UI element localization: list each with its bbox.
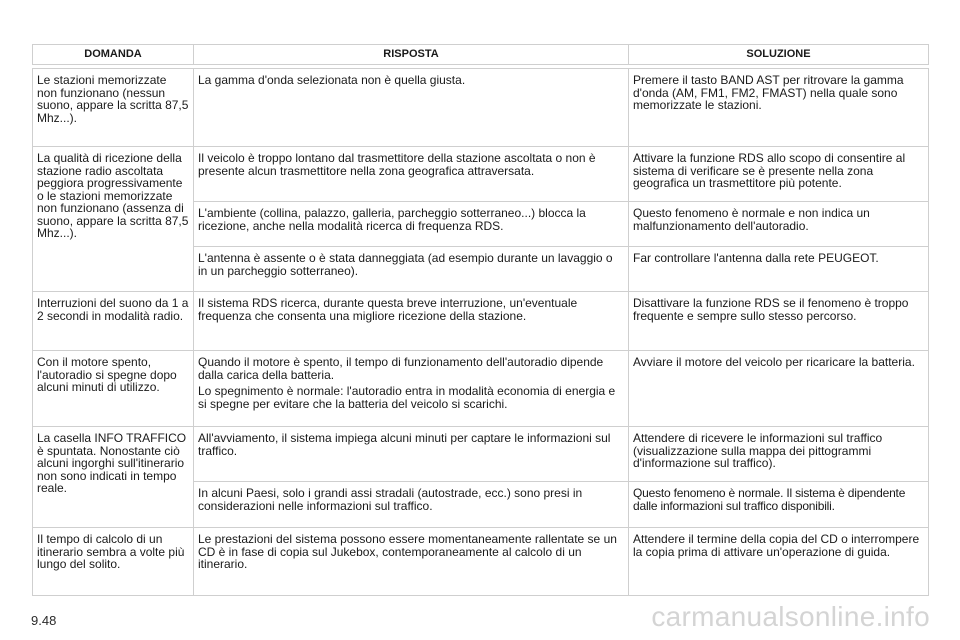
solution-cell: Disattivare la funzione RDS se il fenomeno è troppo frequente e sempre sullo stesso percorso. <box>629 292 929 351</box>
answer-cell: All'avviamento, il sistema impiega alcuni minuti per captare le informazioni sul traffico. <box>194 427 629 482</box>
question-cell: Il tempo di calcolo di un itinerario sembra a volte più lungo del solito. <box>33 528 194 596</box>
table-row <box>33 528 929 596</box>
header-row <box>33 45 929 65</box>
solution-cell: Attendere di ricevere le informazioni sul traffico (visualizzazione sulla mappa dei pittogrammi d'informazione sul traffico). <box>629 427 929 482</box>
header-domanda: DOMANDA <box>33 45 194 65</box>
question-cell: La casella INFO TRAFFICO è spuntata. Nonostante ciò alcuni ingorghi sull'itinerario non sono indicati in tempo reale. <box>33 427 194 528</box>
answer-cell: In alcuni Paesi, solo i grandi assi stradali (autostrade, ecc.) sono presi in considerazioni nelle informazioni sul traffico. <box>194 482 629 528</box>
answer-cell: Le prestazioni del sistema possono essere momentaneamente rallentate se un CD è in fase di copia sul Jukebox, contemporaneamente al calcolo di un itinerario. <box>194 528 629 596</box>
question-cell: Interruzioni del suono da 1 a 2 secondi in modalità radio. <box>33 292 194 351</box>
answer-cell <box>194 351 629 427</box>
table-row <box>33 351 929 427</box>
header-risposta: RISPOSTA <box>194 45 629 65</box>
solution-cell: Avviare il motore del veicolo per ricaricare la batteria. <box>629 351 929 427</box>
table-row <box>33 292 929 351</box>
answer-cell: La gamma d'onda selezionata non è quella giusta. <box>194 69 629 147</box>
solution-cell: Questo fenomeno è normale e non indica un malfunzionamento dell'autoradio. <box>629 202 929 247</box>
answer-paragraph: Quando il motore è spento, il tempo di funzionamento dell'autoradio dipende dalla carica della batteria. <box>198 355 604 382</box>
troubleshooting-table <box>32 44 929 596</box>
watermark: carmanualsonline.info <box>651 601 930 632</box>
solution-cell: Questo fenomeno è normale. Il sistema è dipendente dalle informazioni sul traffico disponibili. <box>629 482 929 528</box>
answer-cell: Il sistema RDS ricerca, durante questa breve interruzione, un'eventuale frequenza che consenta una migliore ricezione della stazione. <box>194 292 629 351</box>
solution-cell: Attendere il termine della copia del CD o interrompere la copia prima di attivare un'operazione di guida. <box>629 528 929 596</box>
solution-cell: Premere il tasto BAND AST per ritrovare la gamma d'onda (AM, FM1, FM2, FMAST) nella quale sono memorizzate le stazioni. <box>629 69 929 147</box>
table-row <box>33 69 929 147</box>
page-number: 9.48 <box>31 613 57 628</box>
question-cell: Con il motore spento, l'autoradio si spegne dopo alcuni minuti di utilizzo. <box>33 351 194 427</box>
header-soluzione: SOLUZIONE <box>629 45 929 65</box>
solution-cell: Far controllare l'antenna dalla rete PEUGEOT. <box>629 247 929 292</box>
solution-cell: Attivare la funzione RDS allo scopo di consentire al sistema di verificare se è presente nella zona geografica un trasmettitore più potente. <box>629 147 929 202</box>
table-row <box>33 427 929 482</box>
table-row <box>33 147 929 202</box>
answer-cell: L'ambiente (collina, palazzo, galleria, parcheggio sotterraneo...) blocca la ricezione, anche nella modalità ricerca di frequenza RDS. <box>194 202 629 247</box>
question-cell: La qualità di ricezione della stazione radio ascoltata peggiora progressivamente o le stazioni memorizzate non funzionano (assenza di suono, appare la scritta 87,5 Mhz...). <box>33 147 194 292</box>
answer-paragraph: Lo spegnimento è normale: l'autoradio entra in modalità economia di energia e si spegne per evitare che la batteria del veicolo si scarichi. <box>198 384 616 411</box>
answer-cell: Il veicolo è troppo lontano dal trasmettitore della stazione ascoltata o non è presente alcun trasmettitore nella zona geografica attraversata. <box>194 147 629 202</box>
question-cell: Le stazioni memorizzate non funzionano (nessun suono, appare la scritta 87,5 Mhz...). <box>33 69 194 147</box>
answer-cell: L'antenna è assente o è stata danneggiata (ad esempio durante un lavaggio o in un parcheggio sotterraneo). <box>194 247 629 292</box>
